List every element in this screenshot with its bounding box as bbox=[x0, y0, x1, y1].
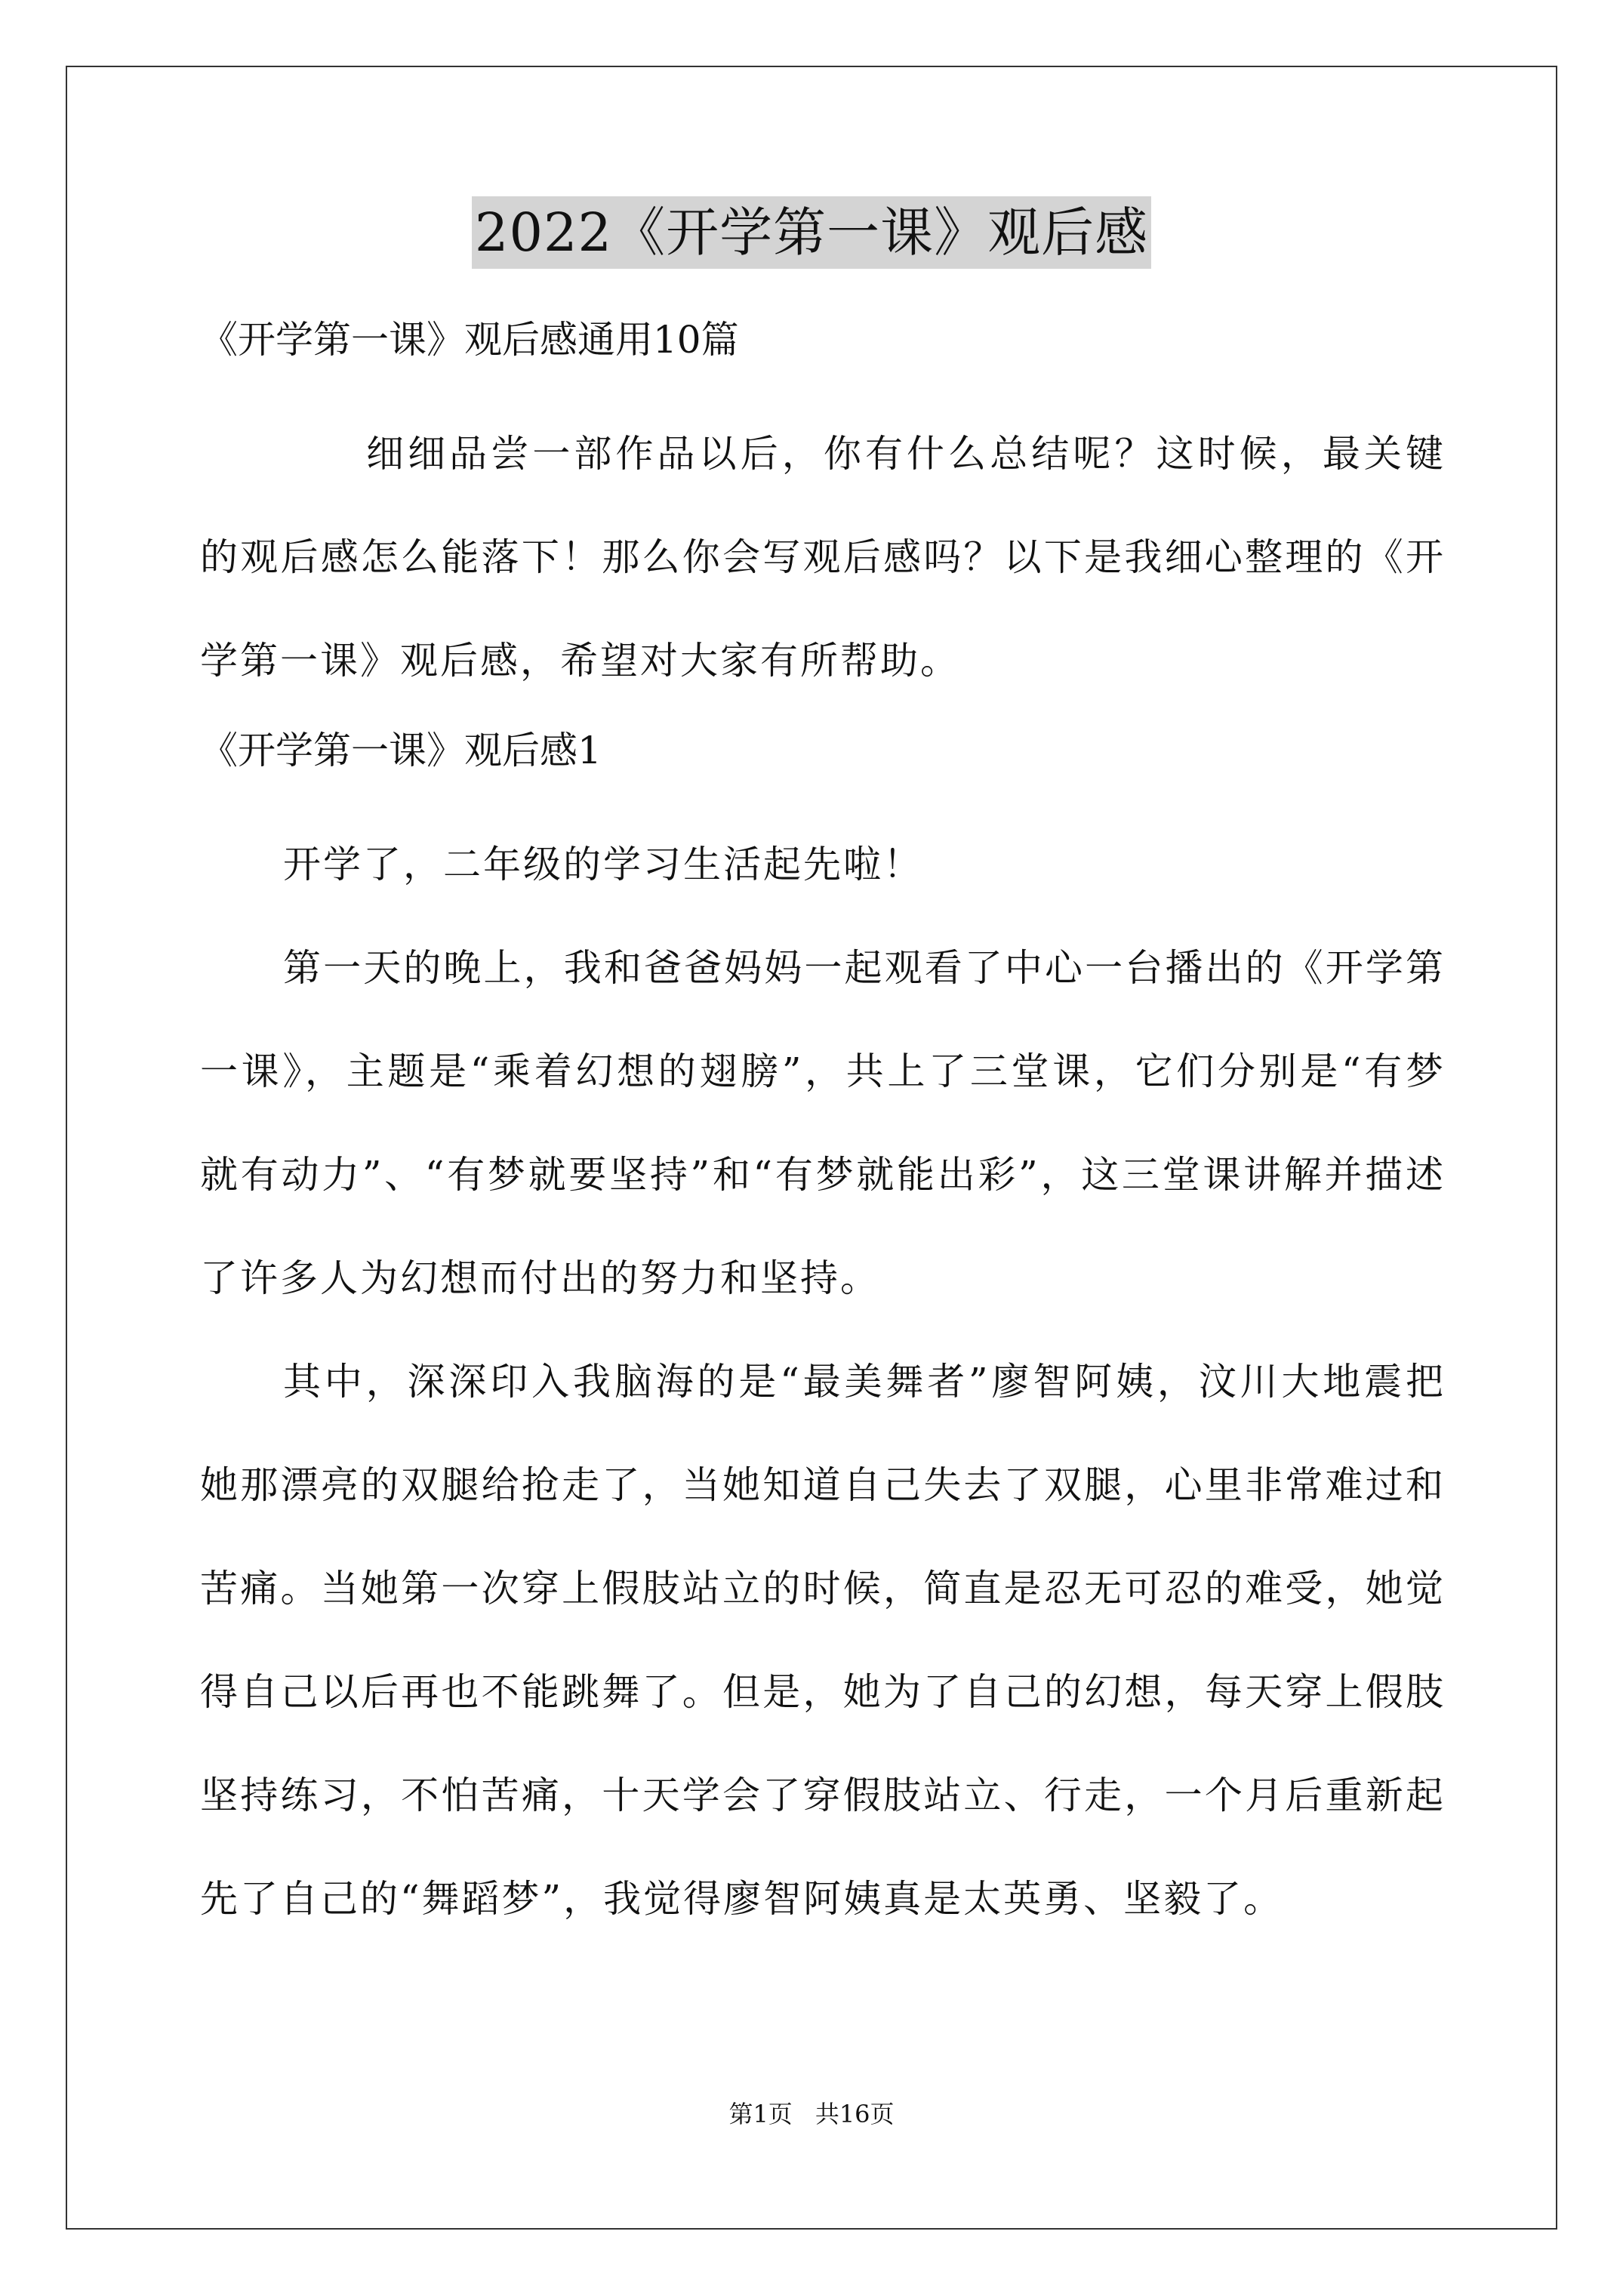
page-number: 第1页 bbox=[728, 2100, 793, 2128]
document-title: 2022《开学第一课》观后感 bbox=[472, 196, 1151, 269]
document-body bbox=[200, 310, 1446, 1951]
section-heading: 《开学第一课》观后感1 bbox=[200, 729, 602, 772]
intro-paragraph: 细细品尝一部作品以后，你有什么总结呢？这时候，最关键的观后感怎么能落下！那么你会写观后感吗？以下是我细心整理的《开学第一课》观后感，希望对大家有所帮助。 bbox=[200, 432, 1446, 683]
title-container bbox=[0, 196, 1623, 269]
body-paragraph: 开学了，二年级的学习生活起先啦！ bbox=[283, 843, 923, 886]
document-subtitle: 《开学第一课》观后感通用10篇 bbox=[200, 318, 739, 362]
page-footer bbox=[0, 2099, 1623, 2129]
body-paragraph: 其中，深深印入我脑海的是“最美舞者”廖智阿姨，汶川大地震把她那漂亮的双腿给抢走了，当她知道自己失去了双腿，心里非常难过和苦痛。当她第一次穿上假肢站立的时候，简直是忍无可忍的难受，她觉得自己以后再也不能跳舞了。但是，她为了自己的幻想，每天穿上假肢坚持练习，不怕苦痛，十天学会了穿假肢站立、行走，一个月后重新起先了自己的“舞蹈梦”，我觉得廖智阿姨真是太英勇、坚毅了。 bbox=[200, 1360, 1446, 1921]
body-paragraph: 第一天的晚上，我和爸爸妈妈一起观看了中心一台播出的《开学第一课》，主题是“乘着幻想的翅膀”，共上了三堂课，它们分别是“有梦就有动力”、“有梦就要坚持”和“有梦就能出彩”，这三堂课讲解并描述了许多人为幻想而付出的努力和坚持。 bbox=[200, 946, 1446, 1300]
page-total: 共16页 bbox=[815, 2100, 895, 2128]
